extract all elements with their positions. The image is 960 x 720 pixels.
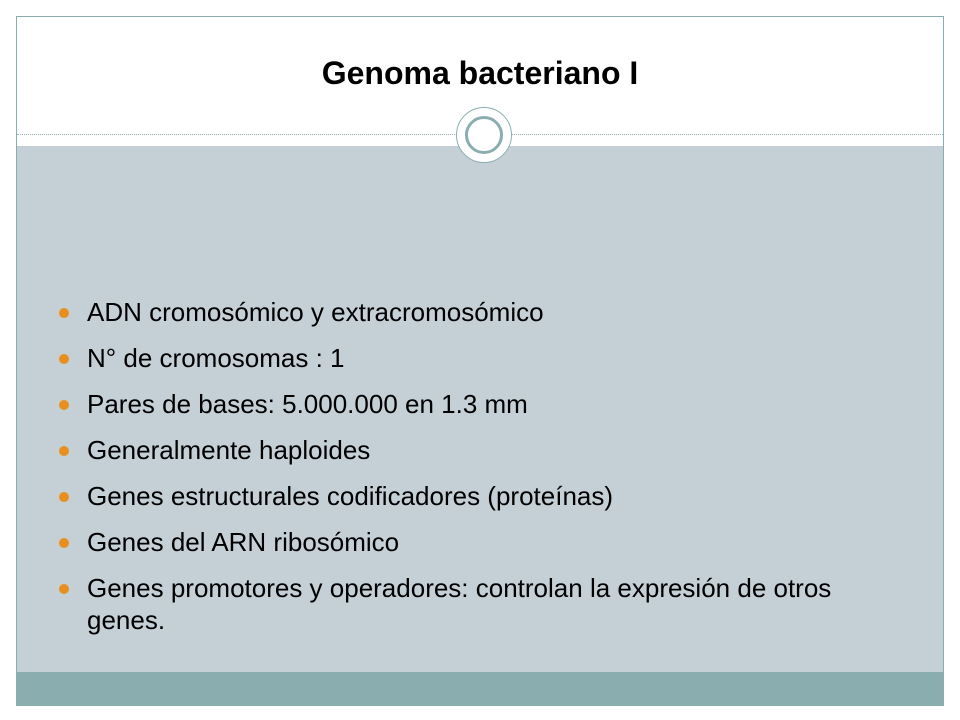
bullet-item	[59, 434, 879, 466]
bullet-dot-icon	[59, 354, 69, 364]
bullet-text: Genes estructurales codificadores (proteínas)	[87, 481, 614, 511]
bullet-item	[59, 572, 879, 636]
circle-ornament-icon	[456, 107, 512, 163]
bullet-dot-icon	[59, 584, 69, 594]
bullet-item	[59, 296, 879, 328]
bullet-item	[59, 480, 879, 512]
bullet-list	[59, 296, 879, 650]
bullet-text: Genes promotores y operadores: controlan la expresión de otros genes.	[87, 573, 832, 635]
slide	[16, 16, 944, 706]
bullet-dot-icon	[59, 492, 69, 502]
bullet-text: Generalmente haploides	[87, 435, 371, 465]
bullet-item	[59, 342, 879, 374]
footer-band	[17, 672, 943, 705]
slide-title: Genoma bacteriano I	[321, 55, 639, 91]
bullet-text: N° de cromosomas : 1	[87, 343, 345, 373]
content-panel	[17, 146, 943, 672]
bullet-text: Pares de bases: 5.000.000 en 1.3 mm	[87, 389, 528, 419]
bullet-text: ADN cromosómico y extracromosómico	[87, 297, 544, 327]
bullet-item	[59, 388, 879, 420]
bullet-item	[59, 526, 879, 558]
bullet-dot-icon	[59, 446, 69, 456]
bullet-text: Genes del ARN ribosómico	[87, 527, 400, 557]
bullet-dot-icon	[59, 400, 69, 410]
bullet-dot-icon	[59, 538, 69, 548]
bullet-dot-icon	[59, 308, 69, 318]
